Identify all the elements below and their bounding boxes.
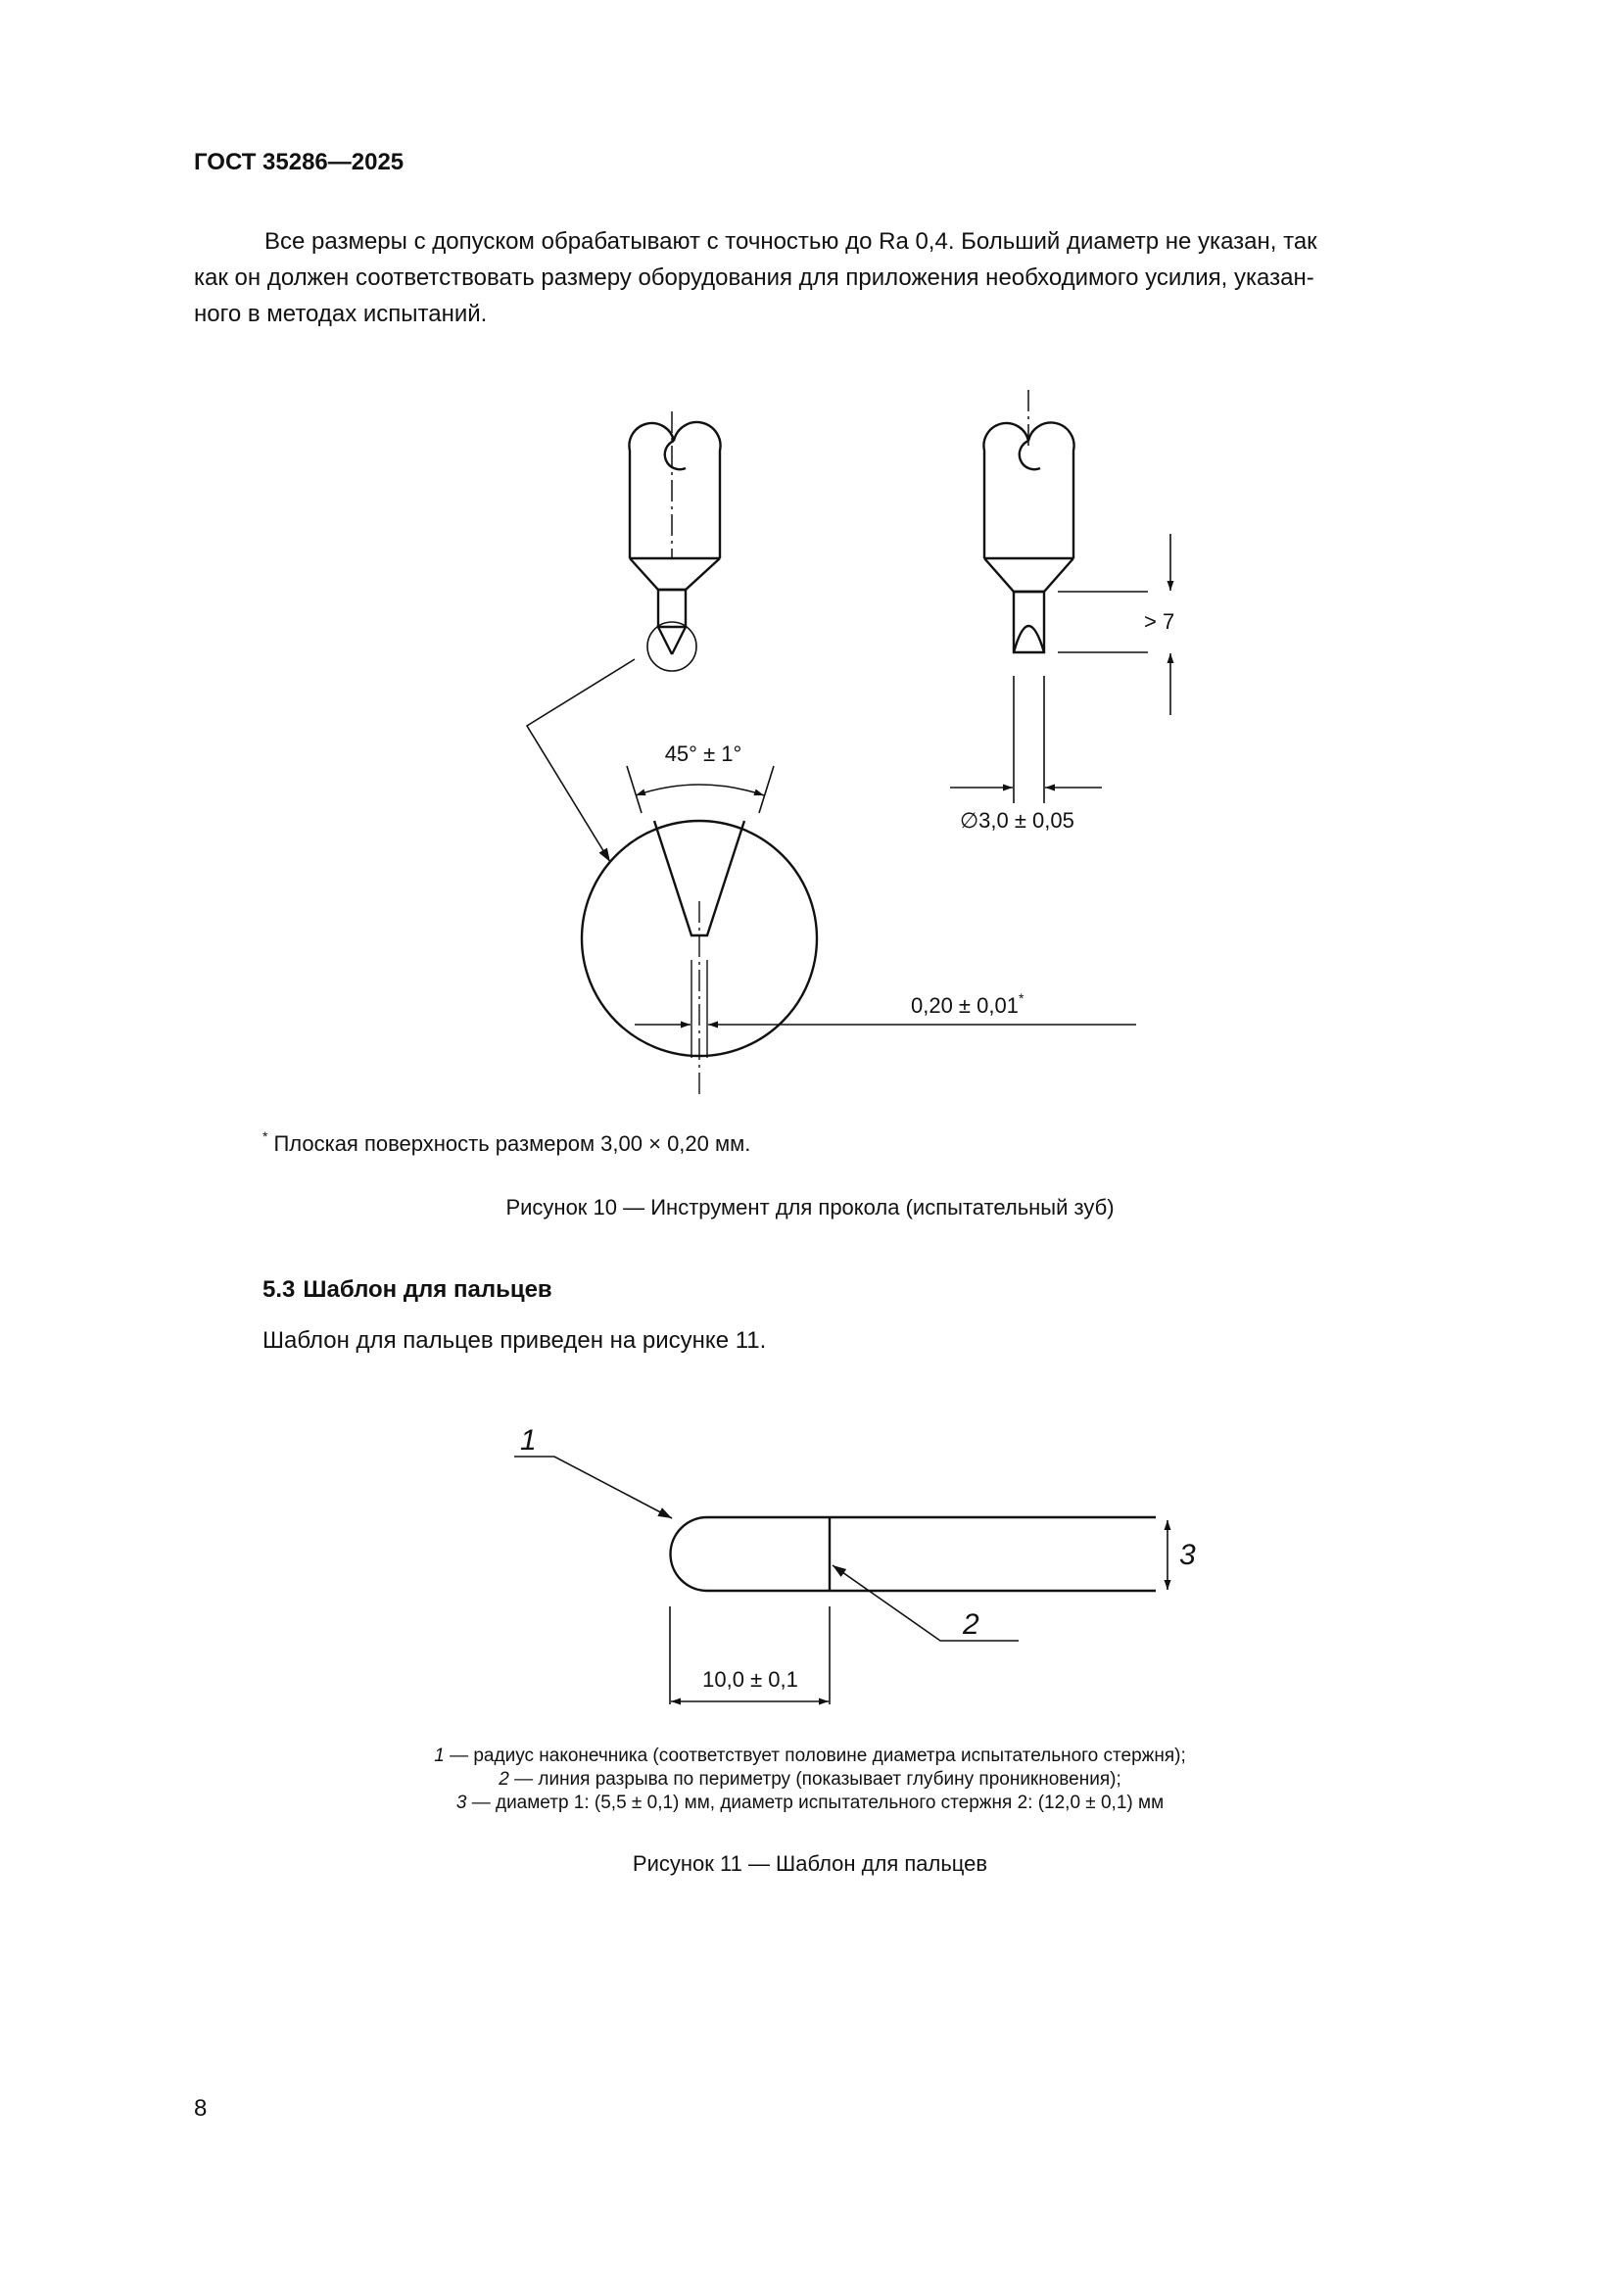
dimension-diameter — [950, 676, 1102, 803]
figure10-footnote — [262, 1128, 750, 1157]
callout-1: 1 — [520, 1424, 537, 1457]
detail-leader — [527, 659, 635, 862]
callout-2: 2 — [963, 1608, 979, 1641]
angle-label: 45° ± 1° — [664, 741, 742, 766]
intro-line-3: ного в методах испытаний. — [194, 301, 488, 327]
finger-template-drawing — [671, 1517, 1157, 1591]
legend-item: 1 — радиус наконечника (соответствует половине диаметра испытательного стержня); — [434, 1746, 1186, 1766]
figure10-detail-view — [582, 821, 817, 1095]
footnote-text: Плоская поверхность размером 3,00 × 0,20 мм. — [273, 1131, 751, 1156]
legend-item: 3 — диаметр 1: (5,5 ± 0,1) мм, диаметр испытательного стержня 2: (12,0 ± 0,1) мм — [455, 1793, 1165, 1813]
figure11-dimensions — [514, 1457, 1167, 1704]
figure10-tool-front-view — [629, 411, 720, 671]
section-number: 5.3 — [262, 1276, 296, 1303]
section-heading — [262, 1276, 552, 1304]
document-header: ГОСТ 35286—2025 — [194, 149, 405, 175]
legend-item: 2 — линия разрыва по периметру (показывает глубину проникновения); — [499, 1769, 1121, 1790]
page-number: 8 — [194, 2095, 208, 2122]
intro-line-2: как он должен соответствовать размеру оборудования для приложения необходимого усилия, указан- — [194, 264, 1314, 291]
callout-3: 3 — [1179, 1539, 1196, 1571]
figure11-legend — [0, 1745, 1620, 1815]
figure10-tool-side-view — [983, 390, 1073, 652]
section-text: Шаблон для пальцев приведен на рисунке 11. — [262, 1327, 767, 1354]
diameter-label: ∅3,0 ± 0,05 — [960, 808, 1074, 833]
length-label: > 7 — [1144, 609, 1175, 634]
figure11-caption: Рисунок 11 — Шаблон для пальцев — [632, 1851, 988, 1876]
footnote-mark: * — [262, 1128, 268, 1144]
section-title: Шаблон для пальцев — [303, 1276, 552, 1303]
dimension-angle — [627, 766, 774, 813]
template-length-label: 10,0 ± 0,1 — [702, 1667, 798, 1692]
flat-label: 0,20 ± 0,01* — [911, 990, 1024, 1018]
figure10-caption: Рисунок 10 — Инструмент для прокола (испытательный зуб) — [505, 1195, 1115, 1220]
intro-line-1: Все размеры с допуском обрабатывают с точностью до Ra 0,4. Больший диаметр не указан, так — [264, 228, 1317, 255]
